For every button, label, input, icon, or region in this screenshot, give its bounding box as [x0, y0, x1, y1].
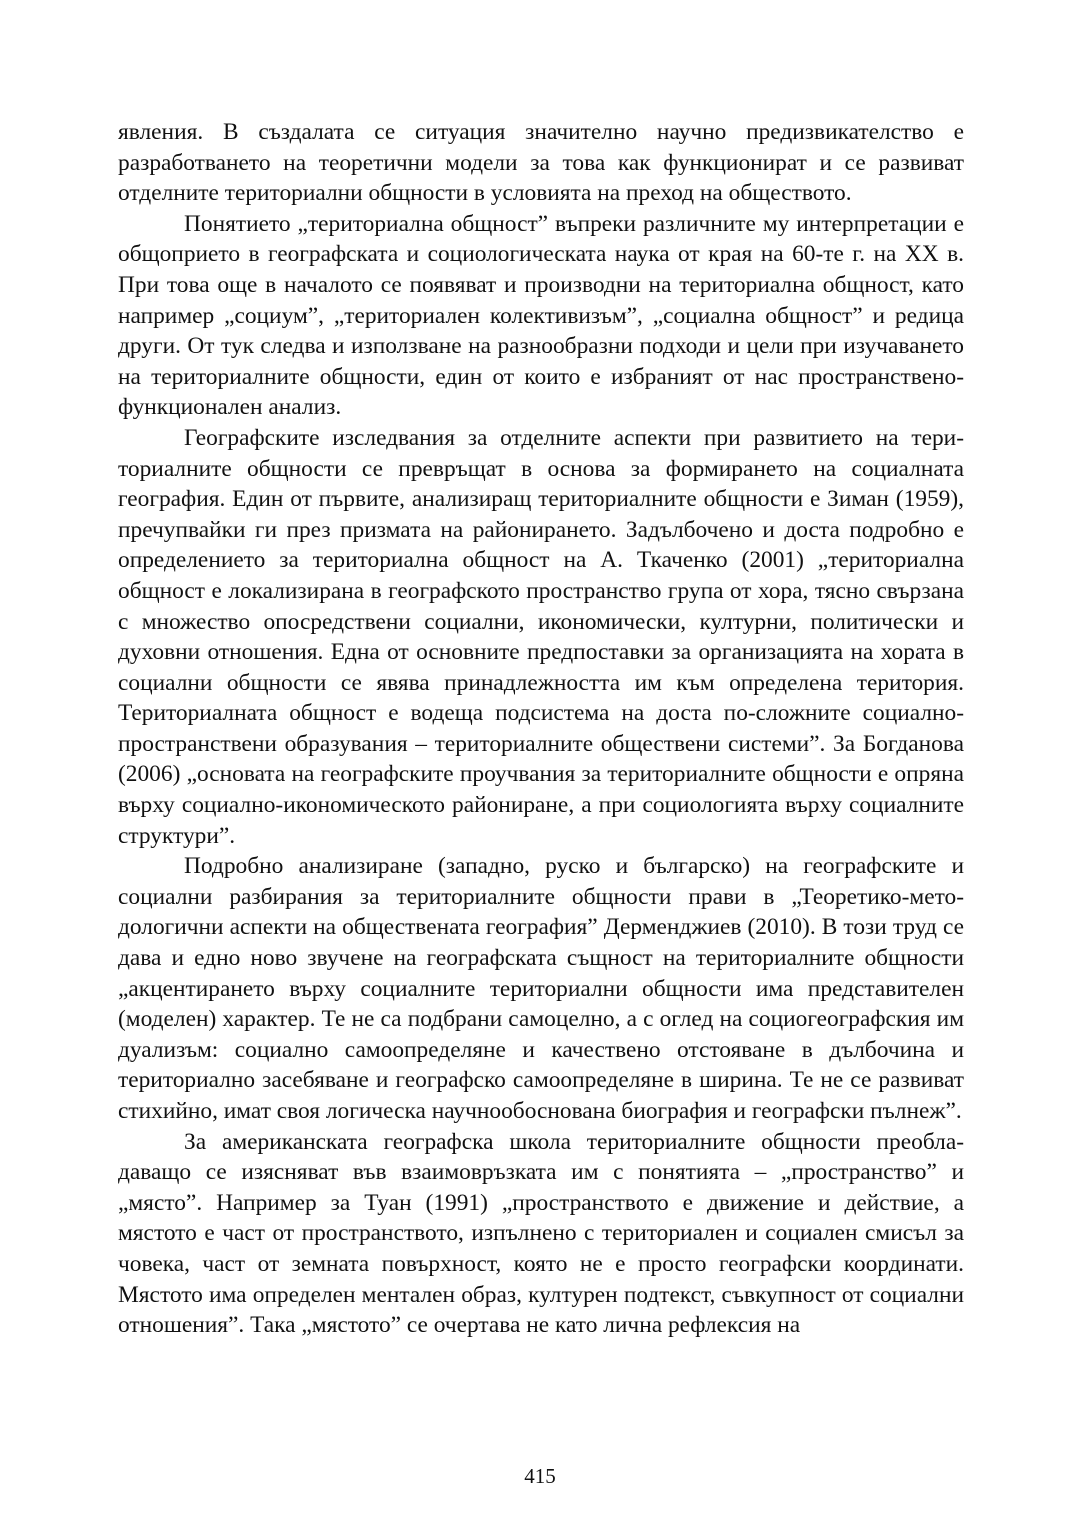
page-number: 415 — [524, 1464, 556, 1488]
paragraph-territorial-community-concept: Понятието „териториална общност” въпреки различните му интерпретации е общоприето в географската и социологическата наука от края на 60-те г. на XX в. При това още в началото се появяват и производни на териториална общност, като например „социум”, „териториален колективизъм”, „социална общност” и редица други. От тук следва и използване на разнообразни подходи и цели при изучаването на териториалните общности, един от които е избраният от нас пространствено-функционален анализ. — [118, 210, 964, 421]
paragraph-american-school: За американската географска школа териториалните общности преобладаващо се изясняват във взаимовръзката им с понятията – „пространство” и „място”. Например за Туан (1991) „пространството е движение и действие, а мястото е част от пространството, изпълнено с териториален и социален смисъл за човека, част от земната повърхност, която не е просто географски координати. Мястото има определен ментален образ, културен подтекст, съвкупност от социални отношения”. Така „мястото” се очертава не като лична рефлексия на — [118, 1128, 964, 1339]
paragraph-geographic-research: Географските изследвания за отделните аспекти при развитието на териториалните общности се превръщат в основа за формирането на социалната география. Един от първите, анализиращ териториалните общности е Зиман (1959), пречупвайки ги през призмата на районирането. Задълбочено и доста подробно е определението за териториална общност на А. Ткаченко (2001) „териториална общност е локализирана в географското пространство група от хора, тясно свързана с множество опосредствени социални, икономически, културни, политически и духовни отношения. Една от основните предпоставки за организацията на хората в социални общности се явява принадлежността им към определена територия. Териториалната общност е водеща подсистема на доста по-сложните социално-пространствени образувания – териториалните обществени системи”. За Богданова (2006) „основата на географските проучвания за териториалните общности е опряна върху социално-икономическото райониране, а при социологията върху социалните структури”. — [118, 424, 964, 849]
paragraph-continued: явления. В създалата се ситуация значително научно предизвикателство е разработването на теоретични модели за това как функционират и се развиват отделните териториални общности в условията на преход на обществото. — [118, 119, 964, 207]
paragraph-detailed-analysis: Подробно анализиране (западно, руско и българско) на географските и социални разбирания за териториалните общности прави в „Теоретико-методологични аспекти на обществената география” Дерменджиев (2010). В този труд се дава и едно ново звучене на географската същност на териториалните общности „акцентирането върху социалните териториални общности има представителен (моделен) характер. Те не са подбрани самоцелно, а с оглед на социогеографския им дуализъм: социално самоопределяне и качествено отстояване в дълбочина и териториално засебяване и географско самоопределяне в ширина. Те не се развиват стихийно, имат своя логическа научнообоснована биография и географски пълнеж”. — [118, 853, 964, 1124]
page-body — [118, 117, 964, 1341]
